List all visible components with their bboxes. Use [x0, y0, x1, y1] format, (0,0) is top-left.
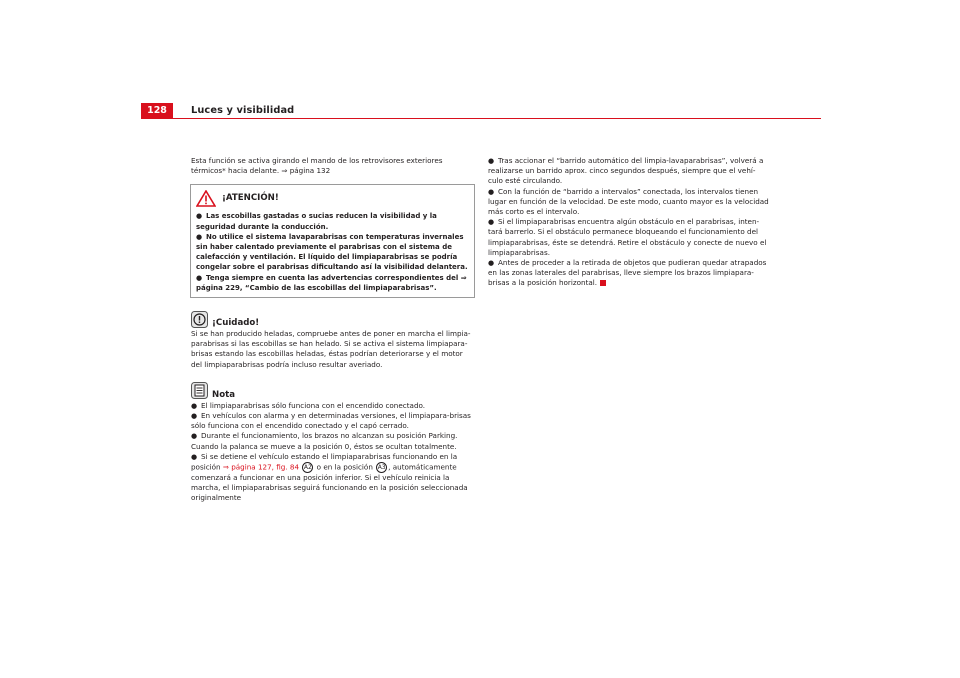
warning-item: ● Tenga siempre en cuenta las advertencias correspondientes del ⇒ página 229, “Cambio de las escobillas del limpiaparabrisas”.: [196, 273, 468, 293]
note-text: o en la posición: [314, 462, 376, 472]
list-item: ● Si el limpiaparabrisas encuentra algún obstáculo en el parabrisas, inten-tará barrerlo. Si el obstáculo permanece bloqueando el funcionamiento del limpiaparabrisas, éste se detendrá. Retire el obstáculo y conecte de nuevo el limpiaparabrisas.: [488, 217, 770, 258]
note-heading: [191, 382, 473, 400]
page-header: [141, 103, 821, 119]
warning-triangle-icon: [196, 190, 216, 207]
note-icon: [191, 382, 208, 399]
note-item: ● Durante el funcionamiento, los brazos no alcanzan su posición Parking. Cuando la palanca se mueve a la posición 0, éstos se ocultan totalmente.: [191, 431, 473, 451]
note-item: ● En vehículos con alarma y en determinadas versiones, el limpiapara-brisas sólo funciona con el encendido conectado y el capó cerrado.: [191, 411, 473, 431]
note-title: Nota: [212, 389, 236, 400]
note-item: ● El limpiaparabrisas sólo funciona con el encendido conectado.: [191, 401, 473, 411]
position-a3-marker: A3: [377, 464, 386, 472]
right-column: [488, 156, 770, 289]
left-column: [191, 156, 473, 504]
end-of-section-marker: [600, 280, 606, 286]
caution-text: Si se han producido heladas, compruebe antes de poner en marcha el limpia-parabrisas si las escobillas se han helado. Si se activa el sistema limpiapara-brisas estando las escobillas heladas, éstas podrían deteriorarse y el motor del limpiaparabrisas podría incluso resultar averiado.: [191, 329, 471, 369]
caution-title: ¡Cuidado!: [212, 317, 260, 328]
warning-item: ● No utilice el sistema lavaparabrisas con temperaturas invernales sin haber calentado previamente el parabrisas con el sistema de calefacción y ventilación. El líquido del limpiaparabrisas se podría congelar sobre el parabrisas dificultando así la visibilidad delantera.: [196, 232, 468, 273]
caution-heading: [191, 310, 473, 328]
note-text: , automáticamente comenzará a funcionar en una posición inferior. Si el vehículo reinicia la marcha, el limpiaparabrisas seguirá funcionando en la posición seleccionada originalmente: [191, 462, 468, 503]
warning-heading: [196, 189, 468, 207]
list-item: ● Con la función de “barrido a intervalos” conectada, los intervalos tienen lugar en función de la velocidad. De este modo, cuanto mayor es la velocidad más corto es el intervalo.: [488, 187, 770, 218]
position-a2-marker: A2: [303, 464, 312, 472]
list-item: [488, 258, 770, 289]
header-rule: [173, 118, 821, 119]
list-item-text: Antes de proceder a la retirada de objetos que pudieran quedar atrapados en las zonas laterales del parabrisas, lleve siempre los brazos limpiapara-brisas a la posición horizontal.: [488, 258, 767, 288]
warning-item: ● Las escobillas gastadas o sucias reducen la visibilidad y la seguridad durante la conducción.: [196, 211, 468, 231]
intro-paragraph: Esta función se activa girando el mando de los retrovisores exteriores térmicos* hacia delante. ⇒ página 132: [191, 156, 443, 176]
warning-title: ¡ATENCIÓN!: [222, 193, 279, 204]
page-reference-link[interactable]: ⇒ página 127, fig. 84: [222, 462, 300, 472]
note-text: Si se detiene el vehículo estando el limpiaparabrisas funcionando en la posición: [191, 451, 458, 472]
warning-box: [190, 184, 475, 298]
list-item: ● Tras accionar el “barrido automático del limpia-lavaparabrisas”, volverá a realizarse un barrido aprox. cinco segundos después, siempre que el vehí-culo esté circulando.: [488, 156, 770, 187]
section-title: Luces y visibilidad: [191, 105, 295, 116]
caution-icon: [191, 311, 208, 328]
page-number: 128: [141, 103, 173, 119]
note-item: [191, 452, 473, 504]
